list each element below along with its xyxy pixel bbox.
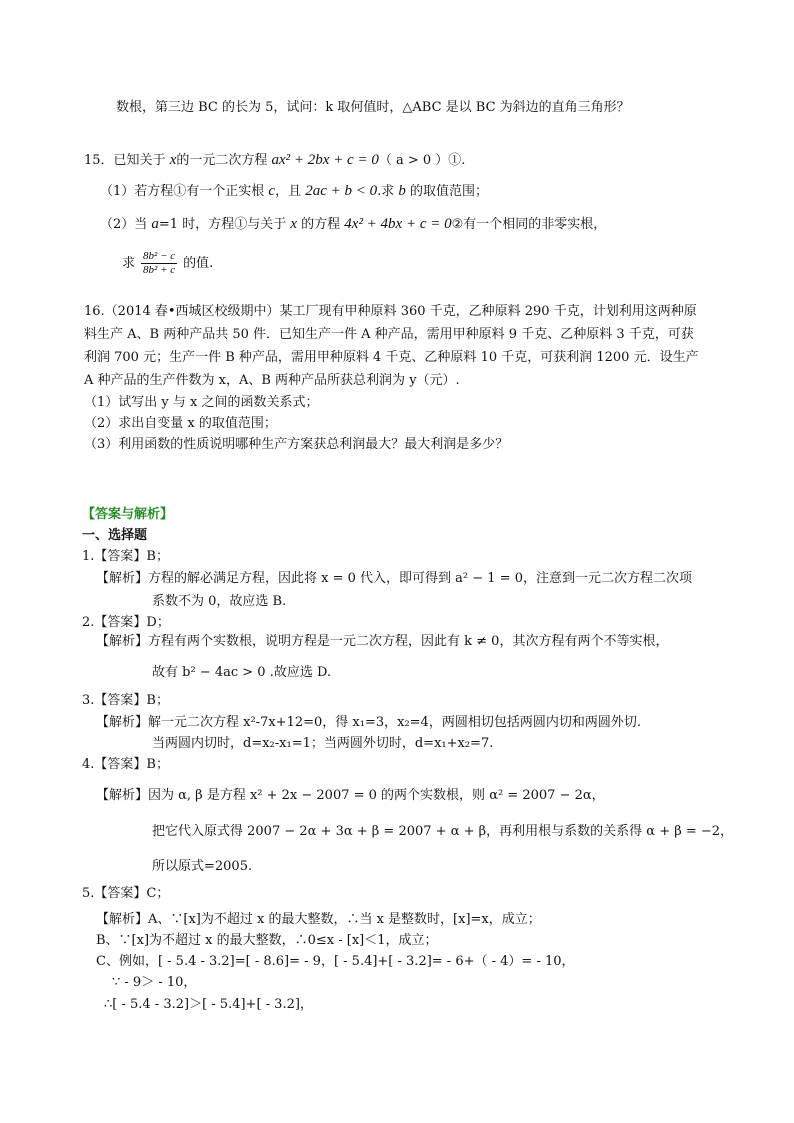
problem-16-line-4: A 种产品的生产件数为 x，A、B 两种产品所获总利润为 y（元）. (84, 373, 460, 388)
section-title: 一、选择题 (82, 528, 148, 543)
problem-16-line-3: 利润 700 元；生产一件 B 种产品，需用甲种原料 4 千克、乙种原料 10 千克，可获利润 1200 元．设生产 (84, 350, 699, 365)
problem-16-line-1: 16.（2014 春•西城区校级期中）某工厂现有甲种原料 360 千克，乙种原料 290 千克，计划利用这两种原 (84, 304, 697, 319)
problem-15-part-2-ask: 求 $\frac{\text{8b² − c}}{\text{8b² + c}}$ 的值. (122, 250, 214, 276)
answer-4: 4.【答案】B； (82, 757, 169, 772)
answer-5-explain-4: ∵ - 9＞ - 10， (112, 975, 197, 990)
answer-3-explain-1: 【解析】解一元二次方程 x²-7x+12=0，得 x₁=3，x₂=4，两圆相切包括两圆内切和两圆外切. (96, 715, 641, 730)
answer-3-explain-2: 当两圆内切时，d=x₂-x₁=1；当两圆外切时，d=x₁+x₂=7. (152, 736, 494, 751)
problem-16-part-2: （2）求出自变量 x 的取值范围； (84, 416, 277, 431)
problem-16-part-3: （3）利用函数的性质说明哪种生产方案获总利润最大？最大利润是多少？ (84, 437, 509, 452)
problem-15-part-2: （2）当 a=1 时，方程①与关于 x 的方程 4x² + 4bx + c = 0②有一个相同的非零实根， (100, 216, 607, 232)
problem-15-stem: 15．已知关于 x的一元二次方程 ax² + 2bx + c = 0（ a > 0 ）①. (84, 152, 466, 168)
answer-5-explain-2: B、∵[x]为不超过 x 的最大整数，∴0≤x - [x]＜1，成立； (96, 933, 438, 948)
answer-1-explain-1: 【解析】方程的解必满足方程，因此将 x = 0 代入，即可得到 a² − 1 = 0，注意到一元二次方程二次项 (96, 571, 692, 586)
answer-4-explain-2: 把它代入原式得 2007 − 2α + 3α + β = 2007 + α + β，再利用根与系数的关系得 α + β = −2， (152, 824, 734, 839)
answer-2-explain-2: 故有 b² − 4ac > 0 .故应选 D. (152, 665, 332, 680)
problem-16-line-2: 料生产 A、B 两种产品共 50 件．已知生产一件 A 种产品，需用甲种原料 9 千克、乙种原料 3 千克，可获 (84, 327, 694, 342)
answer-4-explain-1: 【解析】因为 α, β 是方程 x² + 2x − 2007 = 0 的两个实数根，则 α² = 2007 − 2α， (96, 788, 605, 803)
problem-14-continuation: 数根，第三边 BC 的长为 5，试问：k 取何值时，△ABC 是以 BC 为斜边的直角三角形？ (116, 100, 630, 115)
problem-16-part-1: （1）试写出 y 与 x 之间的函数关系式； (84, 395, 319, 410)
fraction: $\frac{\text{8b² − c}}{\text{8b² + c}}$ (143, 250, 176, 276)
answer-4-explain-3: 所以原式=2005. (152, 859, 253, 874)
answers-header: 【答案与解析】 (82, 507, 174, 522)
answer-2-explain-1: 【解析】方程有两个实数根，说明方程是一元二次方程，因此有 k ≠ 0，其次方程有两个不等实根， (96, 634, 669, 649)
answer-5: 5.【答案】C； (82, 886, 170, 901)
answer-5-explain-3: C、例如，[ - 5.4 - 3.2]=[ - 8.6]= - 9，[ - 5.4]+[ - 3.2]= - 6+（ - 4）= - 10， (96, 954, 575, 969)
answer-3: 3.【答案】B； (82, 693, 169, 708)
answer-5-explain-5: ∴[ - 5.4 - 3.2]＞[ - 5.4]+[ - 3.2]， (104, 997, 313, 1012)
answer-1: 1.【答案】B； (82, 549, 169, 564)
answer-5-explain-1: 【解析】A、∵[x]为不超过 x 的最大整数，∴当 x 是整数时，[x]=x，成立； (96, 912, 541, 927)
answer-1-explain-2: 系数不为 0，故应选 B. (152, 594, 287, 609)
answer-2: 2.【答案】D； (82, 615, 170, 630)
problem-15-part-1: （1）若方程①有一个正实根 c，且 2ac + b < 0.求 b 的取值范围； (100, 183, 489, 199)
